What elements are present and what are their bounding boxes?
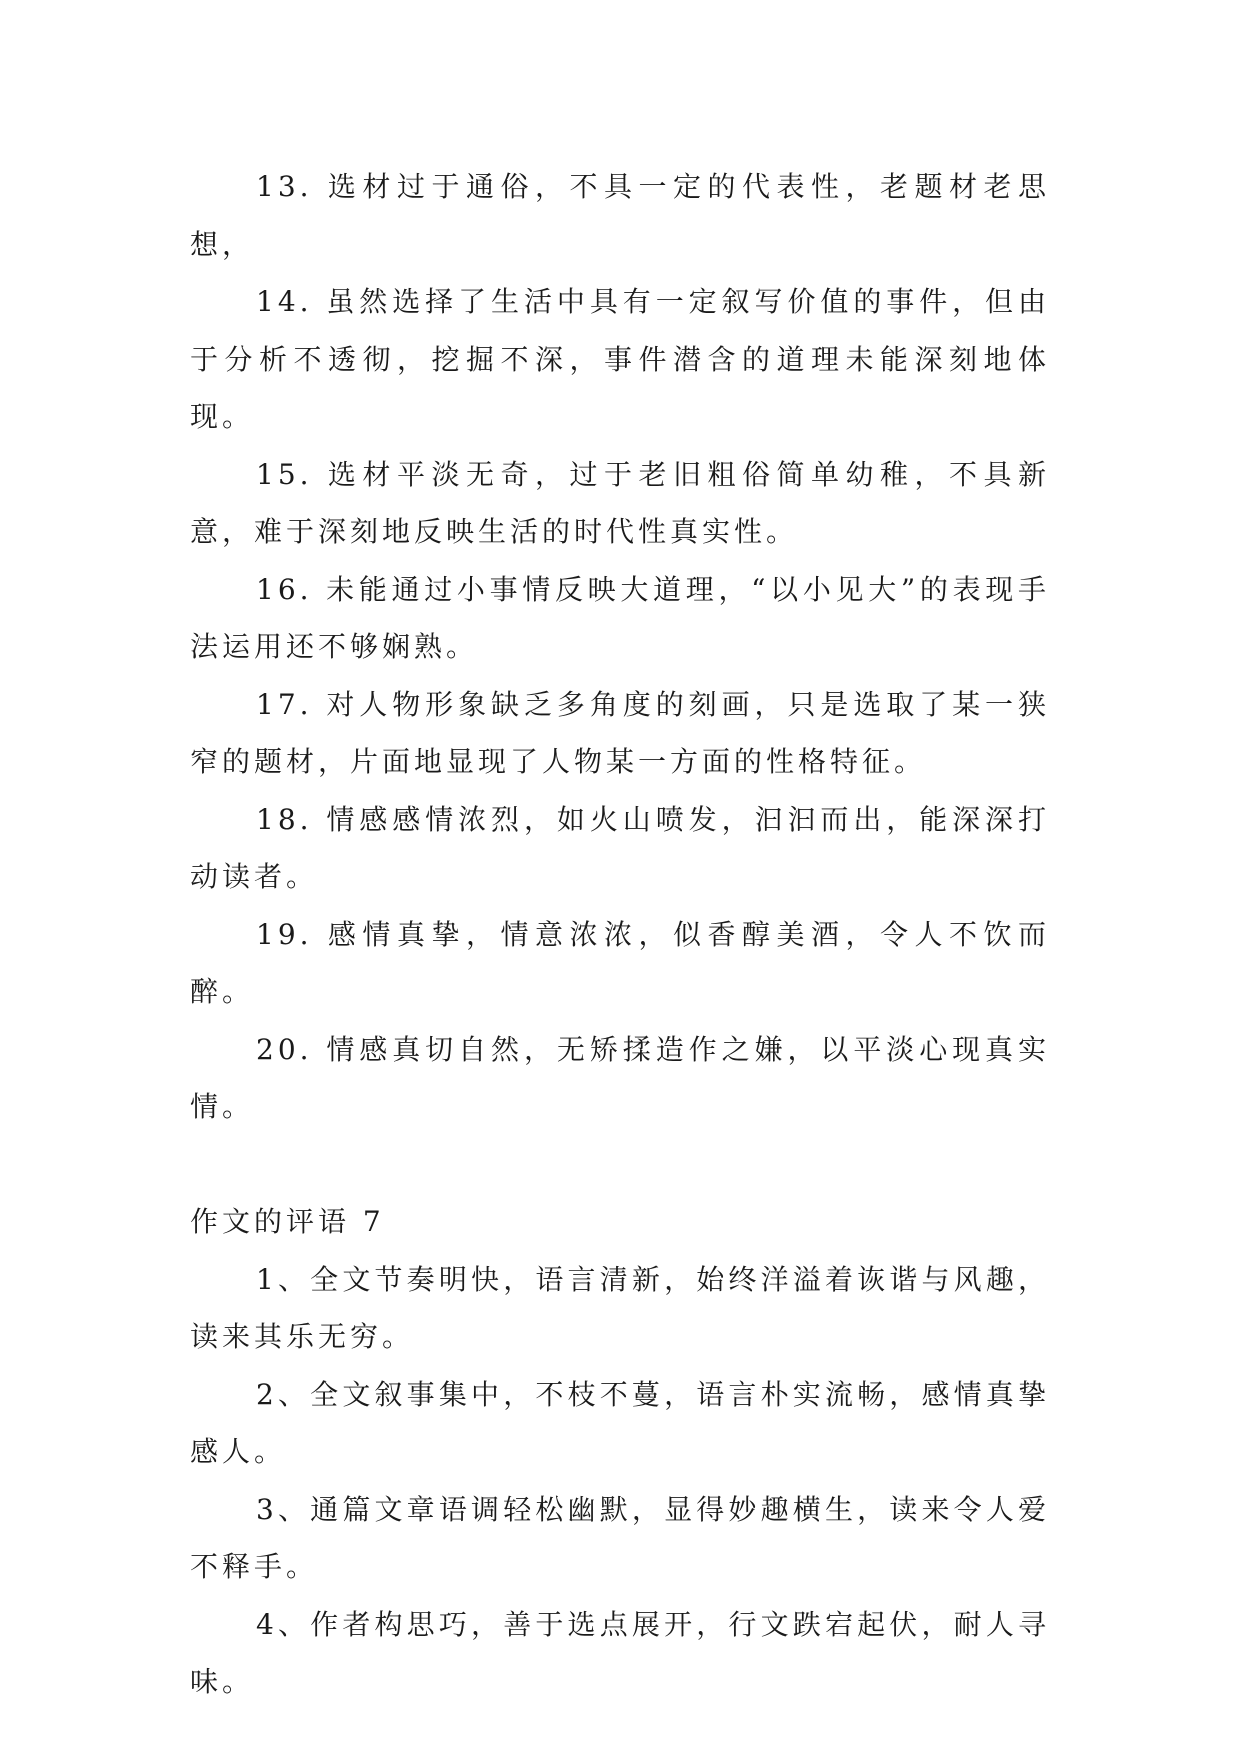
comment-item-20: 20. 情感真切自然，无矫揉造作之嫌，以平淡心现真实情。 bbox=[190, 1032, 1050, 1123]
comment-item-1: 1、全文节奏明快，语言清新，始终洋溢着诙谐与风趣，读来其乐无穷。 bbox=[190, 1262, 1050, 1353]
document-body bbox=[190, 158, 1050, 1711]
section-spacer bbox=[190, 1136, 1050, 1194]
comment-item-14: 14. 虽然选择了生活中具有一定叙写价值的事件，但由于分析不透彻，挖掘不深，事件潜含的道理未能深刻地体现。 bbox=[190, 285, 1050, 433]
comment-item-16: 16. 未能通过小事情反映大道理，“以小见大”的表现手法运用还不够娴熟。 bbox=[190, 572, 1050, 663]
comment-item-19: 19. 感情真挚，情意浓浓，似香醇美酒，令人不饮而醉。 bbox=[190, 917, 1050, 1008]
comment-item-2: 2、全文叙事集中，不枝不蔓，语言朴实流畅，感情真挚感人。 bbox=[190, 1377, 1050, 1468]
comment-item-13: 13. 选材过于通俗，不具一定的代表性，老题材老思想， bbox=[190, 170, 1050, 261]
comment-item-4: 4、作者构思巧，善于选点展开，行文跌宕起伏，耐人寻味。 bbox=[190, 1607, 1050, 1698]
comment-item-3: 3、通篇文章语调轻松幽默，显得妙趣横生，读来令人爱不释手。 bbox=[190, 1492, 1050, 1583]
section-heading: 作文的评语 7 bbox=[190, 1205, 385, 1238]
comment-item-15: 15. 选材平淡无奇，过于老旧粗俗简单幼稚，不具新意，难于深刻地反映生活的时代性真实性。 bbox=[190, 457, 1050, 548]
comment-item-17: 17. 对人物形象缺乏多角度的刻画，只是选取了某一狭窄的题材，片面地显现了人物某一方面的性格特征。 bbox=[190, 687, 1050, 778]
comment-item-18: 18. 情感感情浓烈，如火山喷发，汩汩而出，能深深打动读者。 bbox=[190, 802, 1050, 893]
